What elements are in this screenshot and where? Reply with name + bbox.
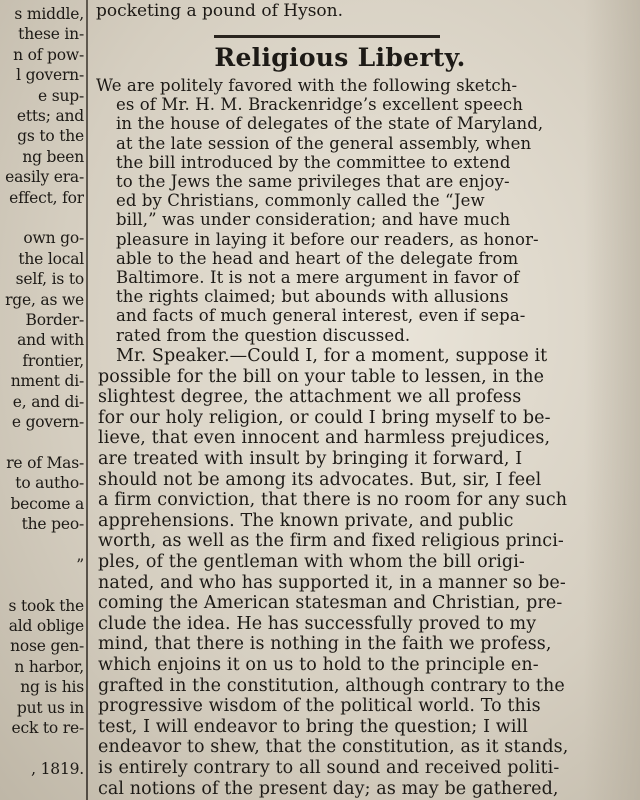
speech-line: cal notions of the present day; as may be gathered, — [98, 778, 559, 799]
intro-line: bill,” was under consideration; and have much — [116, 210, 511, 230]
intro-line: in the house of delegates of the state of Maryland, — [116, 114, 544, 134]
speech-line: worth, as well as the firm and fixed religious princi- — [98, 531, 564, 552]
intro-line: the bill introduced by the committee to extend — [116, 152, 511, 172]
speech-line: Mr. Speaker.—Could I, for a moment, suppose it — [116, 346, 548, 366]
speech-line: a firm conviction, that there is no room for any such — [98, 490, 568, 511]
left-column-line: , 1819. — [31, 759, 84, 778]
left-column-line: own go- — [23, 229, 84, 248]
speech-line: lieve, that even innocent and harmless prejudices, — [98, 428, 551, 449]
speech-line: should not be among its advocates. But, sir, I feel — [98, 469, 542, 490]
left-column-line: frontier, — [22, 351, 84, 370]
left-column-line: s took the — [8, 596, 84, 615]
intro-line: the rights claimed; but abounds with allusions — [116, 287, 509, 307]
speech-line: is entirely contrary to all sound and received politi- — [98, 758, 560, 778]
speech-line: progressive wisdom of the political world. To this — [98, 696, 541, 717]
left-column-line: and with — [17, 331, 84, 350]
left-column-line: nment di- — [10, 372, 84, 391]
speech-line: endeavor to shew, that the constitution, as it stands, — [98, 737, 569, 758]
article-column — [96, 0, 584, 800]
left-column-line: ald oblige — [8, 617, 84, 635]
speech-line: slightest degree, the attachment we all profess — [98, 387, 522, 408]
left-column-line: the local — [18, 249, 84, 268]
left-column-line: nose gen- — [10, 637, 84, 656]
speech-line: test, I will endeavor to bring the question; I will — [98, 716, 528, 737]
left-column-line: easily era- — [5, 168, 84, 187]
column-rule — [86, 0, 88, 800]
speech-line: clude the idea. He has successfully proved to my — [98, 613, 537, 634]
left-column-line: rge, as we — [5, 290, 84, 309]
left-column — [0, 0, 84, 800]
intro-line: at the late session of the general assembly, when — [116, 133, 532, 153]
left-column-line: eck to re- — [11, 719, 84, 737]
left-column-line: Border- — [25, 311, 84, 329]
left-column-line: ” — [76, 555, 84, 574]
left-column-line: the peo- — [21, 515, 84, 533]
intro-line: ed by Christians, commonly called the “Jew — [116, 191, 485, 211]
intro-line: rated from the question discussed. — [116, 325, 411, 345]
left-column-line: n harbor, — [14, 657, 84, 676]
left-column-line: e sup- — [38, 86, 84, 105]
left-column-line: gs to the — [17, 127, 84, 146]
page-edge-shadow — [584, 0, 640, 800]
speech-line: coming the American statesman and Christian, pre- — [98, 593, 563, 614]
left-column-line: l govern- — [16, 66, 84, 85]
speech-line: apprehensions. The known private, and public — [98, 510, 514, 531]
intro-line: pleasure in laying it before our readers, as honor- — [116, 229, 539, 249]
left-column-line: n of pow- — [13, 45, 84, 64]
intro-line: We are politely favored with the following sketch- — [96, 76, 518, 95]
speech-line: for our holy religion, or could I bring myself to be- — [98, 407, 551, 428]
speech-line: possible for the bill on your table to lessen, in the — [98, 366, 545, 387]
left-column-line: effect, for — [9, 188, 84, 207]
article-headline: Religious Liberty. — [214, 43, 466, 72]
left-column-line: these in- — [18, 25, 84, 44]
speech-line: mind, that there is nothing in the faith we profess, — [98, 634, 552, 655]
left-column-line: put us in — [16, 698, 84, 717]
speech-line: ples, of the gentleman with whom the bill origi- — [98, 552, 525, 572]
speech-line: grafted in the constitution, although contrary to the — [98, 675, 565, 696]
left-column-line: ng been — [22, 147, 84, 166]
headline-rule — [214, 35, 440, 38]
speech-line: nated, and who has supported it, in a manner so be- — [98, 572, 566, 593]
left-column-line: become a — [10, 494, 84, 513]
left-column-line: ng is his — [20, 678, 84, 697]
intro-line: Baltimore. It is not a mere argument in favor of — [116, 268, 520, 287]
left-column-line: re of Mas- — [6, 453, 84, 472]
intro-line: able to the head and heart of the delegate from — [116, 248, 519, 268]
left-column-line: e govern- — [11, 413, 84, 431]
intro-line: and facts of much general interest, even if sepa- — [116, 306, 526, 326]
intro-line: es of Mr. H. M. Brackenridge’s excellent speech — [116, 95, 523, 115]
speech-line: which enjoins it on us to hold to the principle en- — [98, 655, 539, 675]
speech-line: are treated with insult by bringing it forward, I — [98, 449, 523, 469]
left-column-line: etts; and — [16, 107, 84, 125]
left-column-line: e, and di- — [12, 392, 84, 411]
left-column-line: to autho- — [15, 474, 84, 493]
left-column-line: s middle, — [14, 5, 84, 23]
left-column-line: self, is to — [15, 270, 84, 289]
intro-line: to the Jews the same privileges that are enjoy- — [116, 172, 510, 191]
previous-article-last-line: pocketing a pound of Hyson. — [96, 1, 344, 21]
